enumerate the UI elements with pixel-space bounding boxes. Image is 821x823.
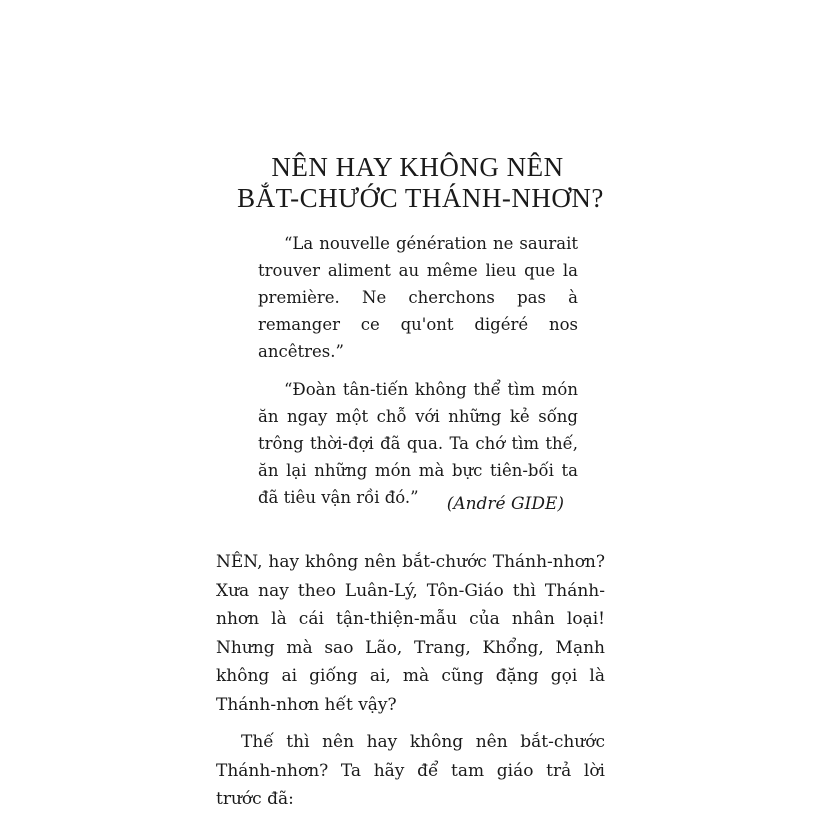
epigraph	[258, 230, 578, 522]
body-text	[216, 548, 605, 823]
epigraph-french-quote: “La nouvelle génération ne saurait trouver aliment au même lieu que la première. Ne cherchons pas à remanger ce qu'ont digéré nos ancêtres.”	[258, 234, 578, 361]
epigraph-attribution: (André GIDE)	[446, 494, 564, 514]
chapter-title	[0, 152, 821, 214]
chapter-title-line-2: BẮT-CHƯỚC THÁNH-NHƠN?	[237, 183, 604, 213]
epigraph-vietnamese-quote: “Đoàn tân-tiến không thể tìm món ăn ngay một chỗ với những kẻ sống trông thời-đợi đã qua. Ta chớ tìm thế, ăn lại những món mà bực tiên-bối ta đã tiêu vận rồi đó.”	[258, 380, 578, 507]
body-paragraph-1: NÊN, hay không nên bắt-chước Thánh-nhơn? Xưa nay theo Luân-Lý, Tôn-Giáo thì Thánh-nhơn là cái tận-thiện-mẫu của nhân loại! Nhưng mà sao Lão, Trang, Khổng, Mạnh không ai giống ai, mà cũng đặng gọi là Thánh-nhơn hết vậy?	[216, 552, 605, 715]
chapter-title-line-1: NÊN HAY KHÔNG NÊN	[271, 152, 564, 182]
body-paragraph-2: Thế thì nên hay không nên bắt-chước Thánh-nhơn? Ta hãy để tam giáo trả lời trước đã:	[216, 732, 605, 809]
